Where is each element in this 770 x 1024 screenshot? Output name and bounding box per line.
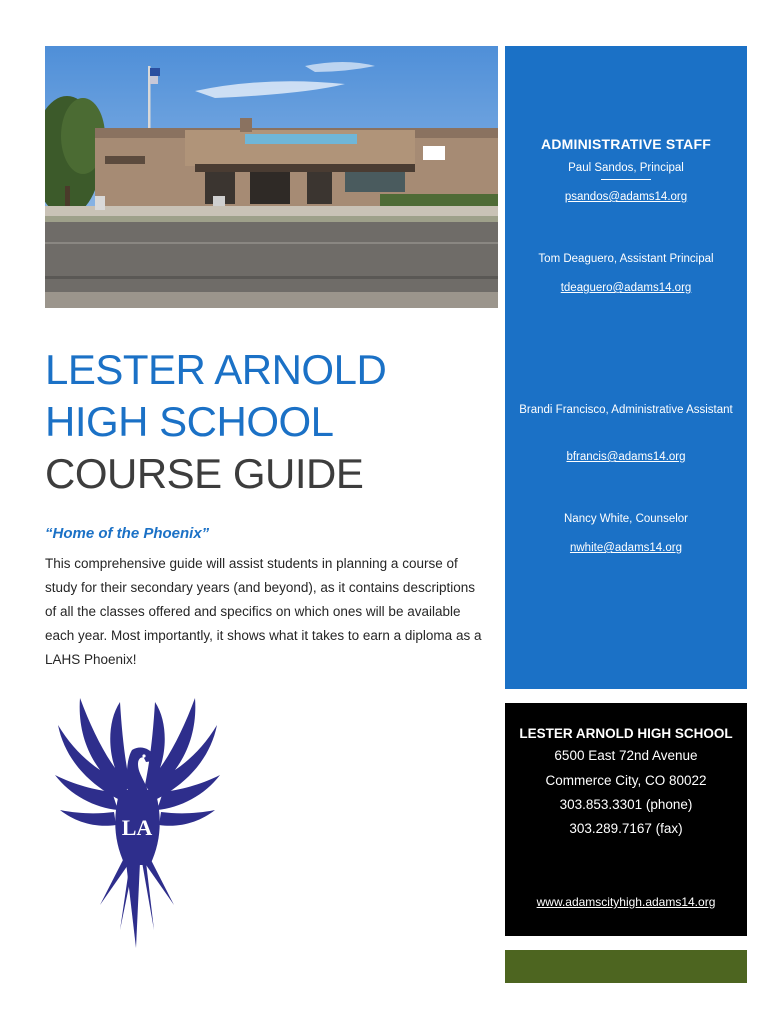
title-block xyxy=(45,344,485,500)
phone-number: 303.853.3301 (phone) xyxy=(559,797,693,812)
fax-number: 303.289.7167 (fax) xyxy=(569,821,683,836)
green-accent-bar xyxy=(505,950,747,983)
heading-divider xyxy=(601,179,651,180)
staff-email-principal[interactable]: psandos@adams14.org xyxy=(564,191,688,203)
school-name: LESTER ARNOLD HIGH SCHOOL xyxy=(519,726,733,741)
title-line-1: LESTER ARNOLD xyxy=(45,346,387,393)
staff-email-counselor[interactable]: nwhite@adams14.org xyxy=(569,542,683,554)
city-state-zip: Commerce City, CO 80022 xyxy=(545,773,707,788)
title-line-3: COURSE GUIDE xyxy=(45,450,364,497)
staff-name-assistant-principal: Tom Deaguero, Assistant Principal xyxy=(538,253,714,265)
tagline: “Home of the Phoenix” xyxy=(45,525,210,542)
title-line-2: HIGH SCHOOL xyxy=(45,398,334,445)
school-photo xyxy=(45,46,498,308)
staff-name-counselor: Nancy White, Counselor xyxy=(564,513,688,525)
logo-monogram: LA xyxy=(121,815,153,840)
staff-email-assistant-principal[interactable]: tdeaguero@adams14.org xyxy=(560,282,692,294)
school-address-panel xyxy=(505,703,747,936)
street-address: 6500 East 72nd Avenue xyxy=(554,748,698,763)
phoenix-logo xyxy=(50,690,225,952)
website-link[interactable]: www.adamscityhigh.adams14.org xyxy=(536,895,716,909)
staff-name-principal: Paul Sandos, Principal xyxy=(568,162,684,174)
staff-email-administrative-assistant[interactable]: bfrancis@adams14.org xyxy=(566,451,686,463)
intro-paragraph: This comprehensive guide will assist students in planning a course of study for their secondary years (and beyond), as it contains descriptions of all the classes offered and specifics on which ones will be available each year. Most importantly, it shows what it takes to earn a diploma as a LAHS Phoenix! xyxy=(45,556,482,667)
staff-name-administrative-assistant: Brandi Francisco, Administrative Assistant xyxy=(519,404,733,416)
staff-heading: ADMINISTRATIVE STAFF xyxy=(541,136,711,152)
administrative-staff-panel xyxy=(505,46,747,689)
